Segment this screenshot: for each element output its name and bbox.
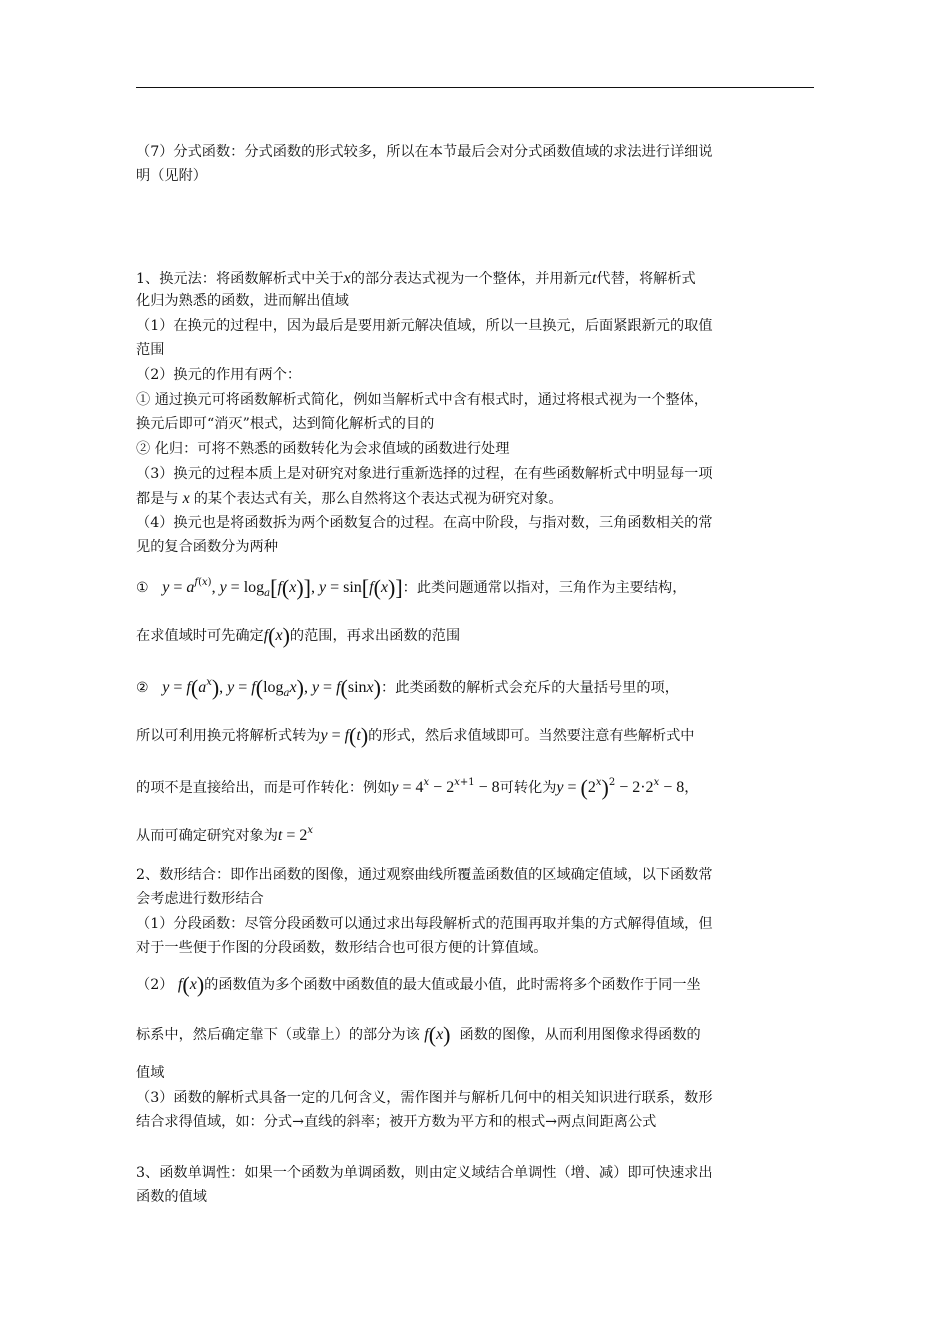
text-span: （2） <box>136 977 174 993</box>
text-span: 标系中，然后确定靠下（或靠上）的部分为该 <box>136 1027 420 1043</box>
math-x: x <box>178 490 194 507</box>
text-line: （1）分段函数：尽管分段函数可以通过求出每段解析式的范围再取并集的方式解得值域，但 <box>136 916 713 932</box>
math-formula: y = f(t) <box>320 723 369 748</box>
text-line: ② 化归：可将不熟悉的函数转化为会求值域的函数进行处理 <box>136 441 510 457</box>
text-line <box>136 624 816 648</box>
circled-one: ① <box>136 580 149 596</box>
text-line: （2）换元的作用有两个： <box>136 367 302 383</box>
math-formula: f(x) <box>424 1022 451 1047</box>
text-span: 函数的图像，从而利用图像求得函数的 <box>459 1027 701 1043</box>
math-t: t <box>591 270 597 287</box>
text-span: 代替，将解析式 <box>596 271 696 287</box>
text-line: 见的复合函数分为两种 <box>136 539 278 555</box>
math-formula: f(x) <box>263 623 290 648</box>
text-line: （4）换元也是将函数拆为两个函数复合的过程。在高中阶段，与指对数，三角函数相关的常 <box>136 515 713 531</box>
text-line <box>136 267 816 291</box>
text-span: ：此类问题通常以指对，三角作为主要结构， <box>402 580 687 596</box>
text-span: 的项不是直接给出，而是可作转化：例如 <box>136 780 392 796</box>
text-line: （7）分式函数：分式函数的形式较多，所以在本节最后会对分式函数值域的求法进行详细说 <box>136 144 713 160</box>
text-span: 的某个表达式有关，那么自然将这个表达式视为研究对象。 <box>193 491 563 507</box>
text-line: 会考虑进行数形结合 <box>136 891 264 907</box>
header-rule <box>136 87 814 88</box>
text-span: 都是与 <box>136 491 179 507</box>
text-line <box>136 1023 816 1047</box>
text-line: 明（见附） <box>136 168 207 184</box>
text-span: 可转化为 <box>499 780 557 796</box>
text-line: 结合求得值域，如：分式→直线的斜率；被开方数为平方和的根式→两点间距离公式 <box>136 1114 657 1130</box>
math-formula: f(x) <box>177 972 205 997</box>
text-line <box>136 973 816 997</box>
text-line <box>136 776 816 800</box>
text-span: 所以可利用换元将解析式转为 <box>136 728 321 744</box>
math-formula: $y = a^{f(x)}$, $y = \log_a[f(x)]$, y = sin[f(x)] <box>162 575 403 600</box>
text-line: 2、数形结合：即作出函数的图像，通过观察曲线所覆盖函数值的区域确定值域，以下函数常 <box>136 867 713 883</box>
math-formula: $y = (2^x)^2 - 2\cdot 2^x - 8$ <box>556 775 685 800</box>
text-line: 值域 <box>136 1065 165 1081</box>
text-line: ① 通过换元可将函数解析式简化，例如当解析式中含有根式时，通过将根式视为一个整体， <box>136 392 709 408</box>
text-line: 换元后即可“消灭”根式，达到简化解析式的目的 <box>136 416 435 432</box>
text-line: （1）在换元的过程中，因为最后是要用新元解决值域，所以一旦换元，后面紧跟新元的取值 <box>136 318 713 334</box>
text-line: 范围 <box>136 342 165 358</box>
circled-two: ② <box>136 680 149 696</box>
text-line: 对于一些便于作图的分段函数，数形结合也可很方便的计算值域。 <box>136 940 548 956</box>
text-line <box>136 724 816 748</box>
text-line <box>136 487 816 511</box>
text-span: 的形式，然后求值域即可。当然要注意有些解析式中 <box>368 728 695 744</box>
text-span: 的部分表达式视为一个整体，并用新元 <box>350 271 592 287</box>
text-span: 从而可确定研究对象为 <box>136 828 278 844</box>
text-line: 3、函数单调性：如果一个函数为单调函数，则由定义域结合单调性（增、减）即可快速求出 <box>136 1165 713 1181</box>
math-formula: $t = 2^x$ <box>277 825 314 844</box>
text-line: 化归为熟悉的函数，进而解出值域 <box>136 293 349 309</box>
text-line <box>136 824 816 848</box>
text-span: 的函数值为多个函数中函数值的最大值或最小值，此时需将多个函数作于同一坐 <box>204 977 701 993</box>
text-span: ， <box>684 780 699 796</box>
text-line <box>136 576 816 600</box>
text-line: （3）函数的解析式具备一定的几何含义，需作图并与解析几何中的相关知识进行联系，数形 <box>136 1090 713 1106</box>
text-span: 在求值域时可先确定 <box>136 628 264 644</box>
math-x: x <box>343 270 351 287</box>
text-line <box>136 676 816 700</box>
math-formula: $y = 4^x - 2^{x+1} - 8$ <box>391 777 500 796</box>
text-span: 1、换元法：将函数解析式中关于 <box>136 271 344 287</box>
text-line: 函数的值域 <box>136 1189 207 1205</box>
text-span: ：此类函数的解析式会充斥的大量括号里的项， <box>380 680 679 696</box>
text-span: 的范围，再求出函数的范围 <box>289 628 461 644</box>
math-formula: $y = f(a^x)$, $y = f(\log_ax)$, y = f(sinx) <box>162 675 381 700</box>
text-line: （3）换元的过程本质上是对研究对象进行重新选择的过程，在有些函数解析式中明显每一项 <box>136 466 713 482</box>
